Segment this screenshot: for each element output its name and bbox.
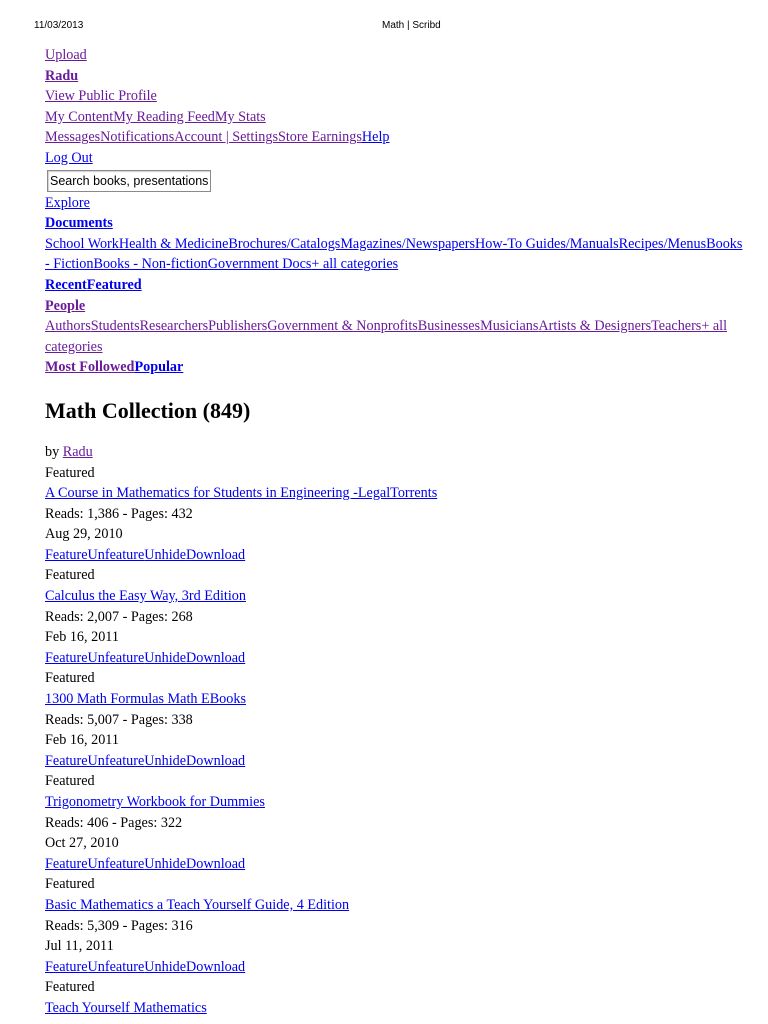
document-date: Aug 29, 2010 — [45, 526, 123, 543]
document-status: Featured — [45, 876, 95, 893]
document-status: Featured — [45, 979, 95, 996]
feature-link[interactable]: Feature — [45, 958, 88, 975]
document-actions — [45, 751, 745, 772]
my-reading-feed-link[interactable]: My Reading Feed — [113, 108, 215, 125]
collection-byline — [45, 442, 745, 463]
most-followed-popular-row — [45, 357, 745, 378]
people-artists-designers[interactable]: Artists & Designers — [538, 318, 652, 335]
recent-link[interactable]: Recent — [45, 276, 87, 293]
username-row — [45, 66, 745, 87]
document-status: Featured — [45, 670, 95, 687]
page-content — [45, 45, 745, 1019]
document-stats: Reads: 2,007 - Pages: 268 — [45, 608, 193, 625]
most-followed-link[interactable]: Most Followed — [45, 359, 135, 376]
document-date: Feb 16, 2011 — [45, 732, 119, 749]
featured-link[interactable]: Featured — [86, 276, 142, 293]
unhide-link[interactable]: Unhide — [144, 649, 187, 666]
document-status: Featured — [45, 773, 95, 790]
unfeature-link[interactable]: Unfeature — [87, 958, 145, 975]
log-out-row — [45, 148, 745, 169]
document-item — [45, 771, 745, 874]
document-title-link[interactable]: A Course in Mathematics for Students in Engineering -LegalTorrents — [45, 485, 438, 502]
account-settings-link[interactable]: Account | Settings — [174, 129, 278, 146]
document-title-link[interactable]: Basic Mathematics a Teach Yourself Guide, 4 Edition — [45, 896, 350, 913]
download-link[interactable]: Download — [186, 958, 246, 975]
feature-link[interactable]: Feature — [45, 855, 88, 872]
category-health-medicine[interactable]: Health & Medicine — [118, 235, 229, 252]
store-earnings-link[interactable]: Store Earnings — [277, 129, 362, 146]
documents-heading-row — [45, 213, 745, 234]
messages-link[interactable]: Messages — [45, 129, 101, 146]
people-teachers[interactable]: Teachers — [651, 318, 702, 335]
document-stats: Reads: 5,007 - Pages: 338 — [45, 711, 193, 728]
search-row — [45, 169, 745, 193]
my-content-link[interactable]: My Content — [45, 108, 114, 125]
download-link[interactable]: Download — [186, 649, 246, 666]
document-item — [45, 463, 745, 566]
document-title-link[interactable]: Calculus the Easy Way, 3rd Edition — [45, 588, 246, 605]
view-public-profile-row — [45, 86, 745, 107]
help-link[interactable]: Help — [361, 129, 390, 146]
people-businesses[interactable]: Businesses — [417, 318, 481, 335]
explore-row — [45, 193, 745, 214]
category-school-work[interactable]: School Work — [45, 235, 119, 252]
content-links-row — [45, 107, 745, 128]
document-categories — [45, 234, 745, 275]
category-magazines-newspapers[interactable]: Magazines/Newspapers — [340, 235, 476, 252]
document-status: Featured — [45, 464, 95, 481]
search-input[interactable] — [47, 170, 211, 192]
document-stats: Reads: 5,309 - Pages: 316 — [45, 917, 193, 934]
category-books-non-fiction[interactable]: Books - Non-fiction — [93, 256, 208, 273]
people-government-nonprofits[interactable]: Government & Nonprofits — [267, 318, 418, 335]
download-link[interactable]: Download — [186, 855, 246, 872]
document-actions — [45, 854, 745, 875]
people-students[interactable]: Students — [90, 318, 140, 335]
document-item — [45, 668, 745, 771]
people-researchers[interactable]: Researchers — [139, 318, 209, 335]
username-link[interactable]: Radu — [45, 67, 79, 84]
recent-featured-row — [45, 275, 745, 296]
people-categories — [45, 316, 745, 357]
upload-row — [45, 45, 745, 66]
document-status: Featured — [45, 567, 95, 584]
people-publishers[interactable]: Publishers — [208, 318, 268, 335]
feature-link[interactable]: Feature — [45, 752, 88, 769]
documents-heading-link[interactable]: Documents — [45, 215, 113, 232]
document-item — [45, 874, 745, 977]
unhide-link[interactable]: Unhide — [144, 855, 187, 872]
download-link[interactable]: Download — [186, 752, 246, 769]
category-brochures-catalogs[interactable]: Brochures/Catalogs — [228, 235, 341, 252]
document-actions — [45, 957, 745, 978]
download-link[interactable]: Download — [186, 546, 246, 563]
print-date: 11/03/2013 — [34, 20, 84, 31]
byline-prefix: by — [45, 443, 63, 460]
unhide-link[interactable]: Unhide — [144, 546, 187, 563]
document-title-link[interactable]: Trigonometry Workbook for Dummies — [45, 794, 265, 810]
document-list — [45, 463, 745, 1019]
document-item — [45, 565, 745, 668]
document-date: Feb 16, 2011 — [45, 629, 119, 646]
my-stats-link[interactable]: My Stats — [214, 108, 266, 125]
unhide-link[interactable]: Unhide — [144, 958, 187, 975]
category-all-documents[interactable]: + all categories — [311, 256, 399, 273]
account-links-row — [45, 127, 745, 148]
document-item — [45, 977, 745, 1018]
people-heading-row — [45, 296, 745, 317]
category-recipes-menus[interactable]: Recipes/Menus — [618, 235, 707, 252]
document-actions — [45, 648, 745, 669]
unhide-link[interactable]: Unhide — [144, 752, 187, 769]
upload-link[interactable]: Upload — [45, 47, 87, 63]
print-header — [0, 19, 768, 33]
document-stats: Reads: 406 - Pages: 322 — [45, 814, 183, 831]
document-date: Jul 11, 2011 — [45, 938, 114, 955]
view-public-profile-link[interactable]: View Public Profile — [45, 88, 157, 105]
people-authors[interactable]: Authors — [45, 318, 91, 335]
print-page-title: Math | Scribd — [382, 20, 441, 31]
page-title: Math Collection (849) — [45, 397, 251, 423]
document-title-link[interactable]: Teach Yourself Mathematics — [45, 999, 207, 1016]
document-title-link[interactable]: 1300 Math Formulas Math EBooks — [45, 691, 246, 708]
document-date: Oct 27, 2010 — [45, 835, 119, 852]
people-heading-link[interactable]: People — [45, 297, 86, 314]
unfeature-link[interactable]: Unfeature — [87, 855, 145, 872]
people-all-categories[interactable]: + all categories — [45, 318, 728, 355]
feature-link[interactable]: Feature — [45, 649, 88, 666]
document-actions — [45, 545, 745, 566]
unfeature-link[interactable]: Unfeature — [87, 649, 145, 666]
document-stats: Reads: 1,386 - Pages: 432 — [45, 505, 193, 522]
log-out-link[interactable]: Log Out — [45, 149, 93, 166]
unfeature-link[interactable]: Unfeature — [87, 752, 145, 769]
feature-link[interactable]: Feature — [45, 546, 88, 563]
category-government-docs[interactable]: Government Docs — [207, 256, 312, 273]
unfeature-link[interactable]: Unfeature — [87, 546, 145, 563]
category-books-fiction[interactable]: Books - Fiction — [45, 235, 743, 273]
explore-link[interactable]: Explore — [45, 194, 90, 211]
notifications-link[interactable]: Notifications — [100, 129, 175, 146]
collection-owner-link[interactable]: Radu — [62, 443, 93, 460]
popular-link[interactable]: Popular — [134, 359, 184, 376]
category-how-to-guides[interactable]: How-To Guides/Manuals — [475, 235, 619, 252]
people-musicians[interactable]: Musicians — [480, 318, 539, 335]
